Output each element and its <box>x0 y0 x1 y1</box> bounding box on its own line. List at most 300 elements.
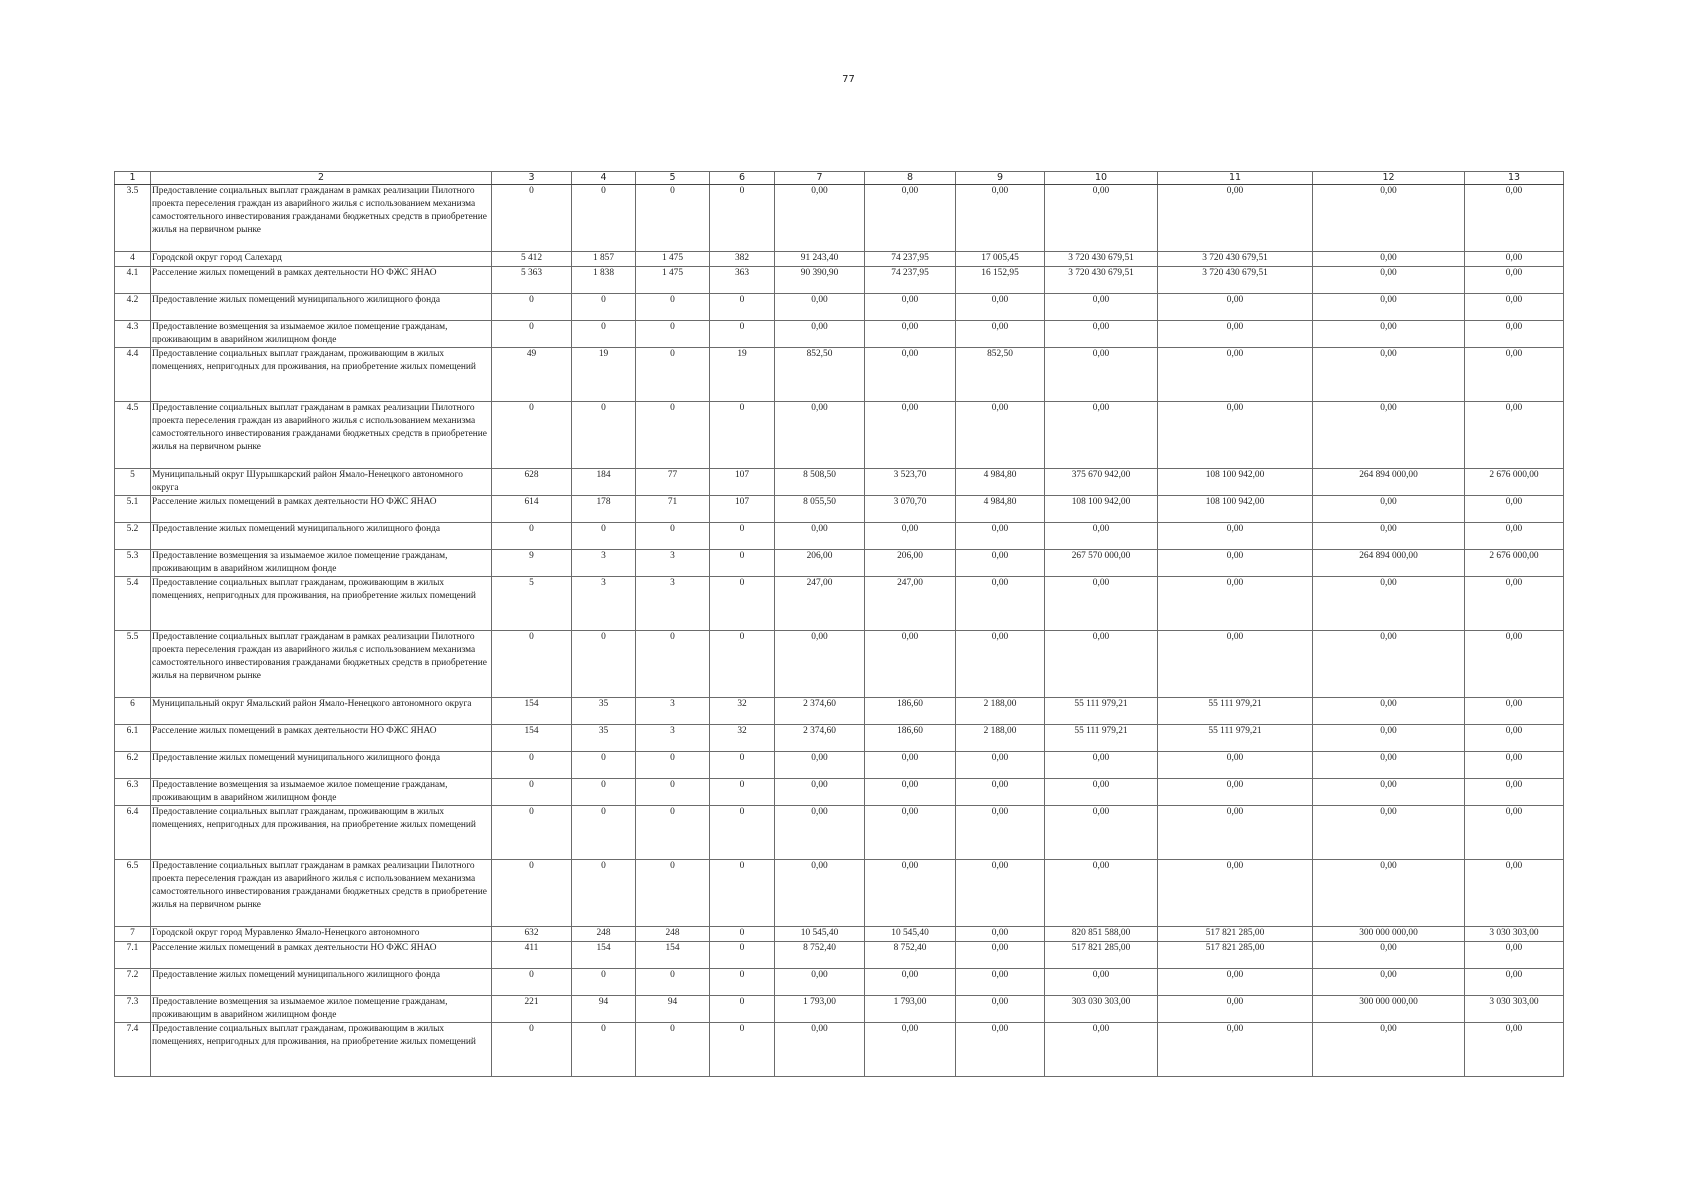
value-cell: 17 005,45 <box>956 252 1045 267</box>
value-cell: 0,00 <box>775 185 865 252</box>
value-cell: 0,00 <box>1313 752 1465 779</box>
value-cell: 0,00 <box>1313 779 1465 806</box>
value-cell: 0 <box>636 294 710 321</box>
value-cell: 0,00 <box>1313 806 1465 860</box>
table-row <box>115 927 1564 942</box>
value-cell: 0 <box>636 806 710 860</box>
value-cell: 0 <box>572 523 636 550</box>
value-cell: 1 793,00 <box>865 996 956 1023</box>
value-cell: 852,50 <box>956 348 1045 402</box>
value-cell: 517 821 285,00 <box>1158 927 1313 942</box>
value-cell: 0 <box>492 523 572 550</box>
value-cell: 3 <box>636 550 710 577</box>
value-cell: 0,00 <box>1465 969 1564 996</box>
value-cell: 3 720 430 679,51 <box>1045 267 1158 294</box>
value-cell: 300 000 000,00 <box>1313 927 1465 942</box>
value-cell: 3 <box>636 698 710 725</box>
row-name-cell: Предоставление социальных выплат гражданам, проживающим в жилых помещениях, непригодных для проживания, на приобретение жилых помещений <box>151 806 492 860</box>
value-cell: 8 508,50 <box>775 469 865 496</box>
row-name-cell: Предоставление социальных выплат гражданам, проживающим в жилых помещениях, непригодных для проживания, на приобретение жилых помещений <box>151 1023 492 1077</box>
row-number-cell: 4 <box>115 252 151 267</box>
value-cell: 0 <box>572 185 636 252</box>
value-cell: 0 <box>710 577 775 631</box>
row-name-cell: Предоставление возмещения за изымаемое жилое помещение гражданам, проживающим в аварийном жилищном фонде <box>151 779 492 806</box>
column-header: 13 <box>1465 172 1564 185</box>
value-cell: 5 363 <box>492 267 572 294</box>
value-cell: 0 <box>492 321 572 348</box>
row-number-cell: 5.5 <box>115 631 151 698</box>
value-cell: 10 545,40 <box>775 927 865 942</box>
value-cell: 0,00 <box>865 752 956 779</box>
row-number-cell: 7 <box>115 927 151 942</box>
value-cell: 0 <box>710 996 775 1023</box>
row-number-cell: 7.2 <box>115 969 151 996</box>
column-header: 11 <box>1158 172 1313 185</box>
value-cell: 0,00 <box>956 294 1045 321</box>
value-cell: 0 <box>710 523 775 550</box>
value-cell: 0,00 <box>956 942 1045 969</box>
value-cell: 0,00 <box>775 779 865 806</box>
value-cell: 19 <box>572 348 636 402</box>
row-number-cell: 5.1 <box>115 496 151 523</box>
value-cell: 0,00 <box>865 806 956 860</box>
value-cell: 0,00 <box>1465 402 1564 469</box>
value-cell: 375 670 942,00 <box>1045 469 1158 496</box>
value-cell: 852,50 <box>775 348 865 402</box>
value-cell: 0 <box>636 321 710 348</box>
table-row <box>115 523 1564 550</box>
value-cell: 0 <box>710 806 775 860</box>
row-name-cell: Городской округ город Муравленко Ямало-Ненецкого автономного <box>151 927 492 942</box>
value-cell: 0,00 <box>1465 942 1564 969</box>
row-name-cell: Городской округ город Салехард <box>151 252 492 267</box>
table-header-row <box>115 172 1564 185</box>
row-number-cell: 6.2 <box>115 752 151 779</box>
value-cell: 3 <box>636 577 710 631</box>
table-row <box>115 577 1564 631</box>
table-row <box>115 185 1564 252</box>
value-cell: 0,00 <box>1465 806 1564 860</box>
value-cell: 0 <box>572 402 636 469</box>
row-number-cell: 6.5 <box>115 860 151 927</box>
value-cell: 0,00 <box>775 860 865 927</box>
value-cell: 0,00 <box>1158 550 1313 577</box>
value-cell: 8 752,40 <box>775 942 865 969</box>
value-cell: 0 <box>492 631 572 698</box>
value-cell: 55 111 979,21 <box>1158 698 1313 725</box>
value-cell: 0,00 <box>1158 631 1313 698</box>
value-cell: 0,00 <box>865 321 956 348</box>
row-number-cell: 5.3 <box>115 550 151 577</box>
value-cell: 0,00 <box>1465 294 1564 321</box>
row-number-cell: 4.4 <box>115 348 151 402</box>
table-row <box>115 402 1564 469</box>
column-header: 10 <box>1045 172 1158 185</box>
value-cell: 4 984,80 <box>956 469 1045 496</box>
value-cell: 0,00 <box>1158 348 1313 402</box>
value-cell: 2 188,00 <box>956 698 1045 725</box>
value-cell: 71 <box>636 496 710 523</box>
value-cell: 0,00 <box>956 550 1045 577</box>
value-cell: 0,00 <box>1465 1023 1564 1077</box>
value-cell: 0,00 <box>1045 806 1158 860</box>
value-cell: 1 857 <box>572 252 636 267</box>
value-cell: 0 <box>492 806 572 860</box>
value-cell: 0,00 <box>1465 321 1564 348</box>
value-cell: 0 <box>572 969 636 996</box>
row-number-cell: 4.3 <box>115 321 151 348</box>
value-cell: 247,00 <box>775 577 865 631</box>
value-cell: 0 <box>710 860 775 927</box>
value-cell: 0,00 <box>775 1023 865 1077</box>
table-row <box>115 631 1564 698</box>
value-cell: 264 894 000,00 <box>1313 469 1465 496</box>
value-cell: 0,00 <box>1313 698 1465 725</box>
value-cell: 0,00 <box>1158 321 1313 348</box>
value-cell: 9 <box>492 550 572 577</box>
value-cell: 0,00 <box>956 402 1045 469</box>
value-cell: 0,00 <box>1045 631 1158 698</box>
value-cell: 3 070,70 <box>865 496 956 523</box>
value-cell: 184 <box>572 469 636 496</box>
table-row <box>115 806 1564 860</box>
value-cell: 0,00 <box>1158 996 1313 1023</box>
value-cell: 0,00 <box>956 577 1045 631</box>
value-cell: 0 <box>572 752 636 779</box>
value-cell: 0,00 <box>956 927 1045 942</box>
row-name-cell: Предоставление социальных выплат гражданам в рамках реализации Пилотного проекта переселения граждан из аварийного жилья с использованием механизма самостоятельного инвестирования гражданами бюджетных средств в приобретение жилья на первичном рынке <box>151 402 492 469</box>
value-cell: 0,00 <box>1045 577 1158 631</box>
value-cell: 0,00 <box>1313 523 1465 550</box>
value-cell: 2 188,00 <box>956 725 1045 752</box>
value-cell: 382 <box>710 252 775 267</box>
value-cell: 0,00 <box>956 1023 1045 1077</box>
value-cell: 0,00 <box>865 348 956 402</box>
column-header: 12 <box>1313 172 1465 185</box>
value-cell: 154 <box>636 942 710 969</box>
value-cell: 0 <box>710 185 775 252</box>
value-cell: 0 <box>572 779 636 806</box>
value-cell: 1 475 <box>636 267 710 294</box>
value-cell: 300 000 000,00 <box>1313 996 1465 1023</box>
row-number-cell: 6 <box>115 698 151 725</box>
value-cell: 1 793,00 <box>775 996 865 1023</box>
value-cell: 517 821 285,00 <box>1045 942 1158 969</box>
value-cell: 3 720 430 679,51 <box>1158 252 1313 267</box>
table-row <box>115 996 1564 1023</box>
value-cell: 0,00 <box>1045 321 1158 348</box>
value-cell: 0,00 <box>1465 252 1564 267</box>
value-cell: 0 <box>492 294 572 321</box>
value-cell: 154 <box>492 698 572 725</box>
value-cell: 0 <box>492 752 572 779</box>
table-row <box>115 469 1564 496</box>
table-row <box>115 496 1564 523</box>
value-cell: 0,00 <box>1465 185 1564 252</box>
value-cell: 363 <box>710 267 775 294</box>
value-cell: 0 <box>710 779 775 806</box>
column-header: 7 <box>775 172 865 185</box>
value-cell: 91 243,40 <box>775 252 865 267</box>
value-cell: 3 030 303,00 <box>1465 927 1564 942</box>
value-cell: 0,00 <box>775 523 865 550</box>
value-cell: 3 720 430 679,51 <box>1045 252 1158 267</box>
value-cell: 0,00 <box>956 969 1045 996</box>
value-cell: 0,00 <box>1465 631 1564 698</box>
value-cell: 0 <box>572 1023 636 1077</box>
value-cell: 0,00 <box>865 969 956 996</box>
value-cell: 0,00 <box>775 402 865 469</box>
value-cell: 0 <box>636 860 710 927</box>
column-header: 3 <box>492 172 572 185</box>
value-cell: 108 100 942,00 <box>1158 469 1313 496</box>
value-cell: 206,00 <box>775 550 865 577</box>
value-cell: 55 111 979,21 <box>1045 725 1158 752</box>
column-header: 9 <box>956 172 1045 185</box>
value-cell: 0,00 <box>1045 860 1158 927</box>
value-cell: 206,00 <box>865 550 956 577</box>
value-cell: 0 <box>572 294 636 321</box>
row-name-cell: Расселение жилых помещений в рамках деятельности НО ФЖС ЯНАО <box>151 942 492 969</box>
value-cell: 517 821 285,00 <box>1158 942 1313 969</box>
value-cell: 0,00 <box>1313 321 1465 348</box>
value-cell: 0,00 <box>1313 267 1465 294</box>
value-cell: 411 <box>492 942 572 969</box>
value-cell: 0,00 <box>1465 698 1564 725</box>
value-cell: 0,00 <box>1158 402 1313 469</box>
row-number-cell: 4.1 <box>115 267 151 294</box>
value-cell: 0,00 <box>1313 252 1465 267</box>
value-cell: 0 <box>710 321 775 348</box>
value-cell: 820 851 588,00 <box>1045 927 1158 942</box>
value-cell: 303 030 303,00 <box>1045 996 1158 1023</box>
value-cell: 0,00 <box>865 860 956 927</box>
value-cell: 1 838 <box>572 267 636 294</box>
value-cell: 0,00 <box>1465 577 1564 631</box>
column-header: 6 <box>710 172 775 185</box>
value-cell: 247,00 <box>865 577 956 631</box>
value-cell: 90 390,90 <box>775 267 865 294</box>
value-cell: 32 <box>710 698 775 725</box>
value-cell: 154 <box>492 725 572 752</box>
table-row <box>115 252 1564 267</box>
value-cell: 186,60 <box>865 725 956 752</box>
row-number-cell: 5.2 <box>115 523 151 550</box>
value-cell: 108 100 942,00 <box>1158 496 1313 523</box>
value-cell: 0,00 <box>956 996 1045 1023</box>
value-cell: 0,00 <box>1045 402 1158 469</box>
table-row <box>115 348 1564 402</box>
value-cell: 154 <box>572 942 636 969</box>
value-cell: 0,00 <box>1465 860 1564 927</box>
row-name-cell: Предоставление жилых помещений муниципального жилищного фонда <box>151 294 492 321</box>
row-name-cell: Предоставление социальных выплат гражданам в рамках реализации Пилотного проекта переселения граждан из аварийного жилья с использованием механизма самостоятельного инвестирования гражданами бюджетных средств в приобретение жилья на первичном рынке <box>151 860 492 927</box>
value-cell: 74 237,95 <box>865 252 956 267</box>
value-cell: 0,00 <box>1313 348 1465 402</box>
row-name-cell: Предоставление возмещения за изымаемое жилое помещение гражданам, проживающим в аварийном жилищном фонде <box>151 996 492 1023</box>
value-cell: 0,00 <box>1158 969 1313 996</box>
row-number-cell: 7.4 <box>115 1023 151 1077</box>
value-cell: 4 984,80 <box>956 496 1045 523</box>
row-name-cell: Расселение жилых помещений в рамках деятельности НО ФЖС ЯНАО <box>151 496 492 523</box>
value-cell: 0,00 <box>1158 806 1313 860</box>
row-name-cell: Предоставление возмещения за изымаемое жилое помещение гражданам, проживающим в аварийном жилищном фонде <box>151 321 492 348</box>
value-cell: 3 <box>572 577 636 631</box>
value-cell: 0,00 <box>956 806 1045 860</box>
value-cell: 0 <box>492 402 572 469</box>
value-cell: 8 055,50 <box>775 496 865 523</box>
value-cell: 0,00 <box>1313 185 1465 252</box>
value-cell: 0 <box>572 860 636 927</box>
row-name-cell: Предоставление социальных выплат гражданам, проживающим в жилых помещениях, непригодных для проживания, на приобретение жилых помещений <box>151 348 492 402</box>
row-number-cell: 4.2 <box>115 294 151 321</box>
table-row <box>115 969 1564 996</box>
value-cell: 0 <box>636 969 710 996</box>
row-name-cell: Предоставление социальных выплат гражданам в рамках реализации Пилотного проекта переселения граждан из аварийного жилья с использованием механизма самостоятельного инвестирования гражданами бюджетных средств в приобретение жилья на первичном рынке <box>151 185 492 252</box>
value-cell: 0,00 <box>865 1023 956 1077</box>
value-cell: 49 <box>492 348 572 402</box>
value-cell: 0,00 <box>1045 752 1158 779</box>
value-cell: 0,00 <box>865 294 956 321</box>
value-cell: 3 523,70 <box>865 469 956 496</box>
value-cell: 0 <box>492 185 572 252</box>
value-cell: 0,00 <box>865 779 956 806</box>
row-number-cell: 5 <box>115 469 151 496</box>
value-cell: 0,00 <box>1045 294 1158 321</box>
value-cell: 107 <box>710 496 775 523</box>
table-row <box>115 267 1564 294</box>
value-cell: 0,00 <box>1313 942 1465 969</box>
value-cell: 0,00 <box>1313 860 1465 927</box>
value-cell: 0,00 <box>1313 294 1465 321</box>
value-cell: 0 <box>636 779 710 806</box>
value-cell: 0,00 <box>775 294 865 321</box>
row-name-cell: Расселение жилых помещений в рамках деятельности НО ФЖС ЯНАО <box>151 267 492 294</box>
row-name-cell: Муниципальный округ Ямальский район Ямало-Ненецкого автономного округа <box>151 698 492 725</box>
table-row <box>115 779 1564 806</box>
value-cell: 0,00 <box>1465 496 1564 523</box>
value-cell: 0,00 <box>1313 496 1465 523</box>
value-cell: 221 <box>492 996 572 1023</box>
value-cell: 0,00 <box>1045 348 1158 402</box>
row-name-cell: Предоставление социальных выплат гражданам в рамках реализации Пилотного проекта переселения граждан из аварийного жилья с использованием механизма самостоятельного инвестирования гражданами бюджетных средств в приобретение жилья на первичном рынке <box>151 631 492 698</box>
row-name-cell: Предоставление социальных выплат гражданам, проживающим в жилых помещениях, непригодных для проживания, на приобретение жилых помещений <box>151 577 492 631</box>
value-cell: 248 <box>636 927 710 942</box>
value-cell: 0 <box>710 927 775 942</box>
value-cell: 3 <box>636 725 710 752</box>
value-cell: 0 <box>572 321 636 348</box>
value-cell: 0,00 <box>865 402 956 469</box>
value-cell: 19 <box>710 348 775 402</box>
value-cell: 2 676 000,00 <box>1465 550 1564 577</box>
value-cell: 0 <box>492 779 572 806</box>
row-name-cell: Муниципальный округ Шурышкарский район Ямало-Ненецкого автономного округа <box>151 469 492 496</box>
value-cell: 0,00 <box>1158 860 1313 927</box>
value-cell: 0,00 <box>1158 185 1313 252</box>
table-body <box>115 172 1564 1077</box>
value-cell: 55 111 979,21 <box>1045 698 1158 725</box>
value-cell: 0,00 <box>1158 752 1313 779</box>
value-cell: 0 <box>636 348 710 402</box>
value-cell: 0 <box>636 752 710 779</box>
table-row <box>115 860 1564 927</box>
value-cell: 628 <box>492 469 572 496</box>
row-name-cell: Предоставление возмещения за изымаемое жилое помещение гражданам, проживающим в аварийном жилищном фонде <box>151 550 492 577</box>
value-cell: 0 <box>710 942 775 969</box>
value-cell: 3 720 430 679,51 <box>1158 267 1313 294</box>
value-cell: 0 <box>636 631 710 698</box>
value-cell: 0,00 <box>1158 523 1313 550</box>
value-cell: 0 <box>636 185 710 252</box>
value-cell: 0 <box>710 969 775 996</box>
value-cell: 0 <box>636 402 710 469</box>
value-cell: 1 475 <box>636 252 710 267</box>
value-cell: 0 <box>492 969 572 996</box>
value-cell: 0,00 <box>956 779 1045 806</box>
value-cell: 0,00 <box>775 806 865 860</box>
table-row <box>115 1023 1564 1077</box>
value-cell: 0,00 <box>956 752 1045 779</box>
row-number-cell: 4.5 <box>115 402 151 469</box>
value-cell: 264 894 000,00 <box>1313 550 1465 577</box>
value-cell: 0 <box>710 1023 775 1077</box>
value-cell: 94 <box>636 996 710 1023</box>
row-number-cell: 6.1 <box>115 725 151 752</box>
value-cell: 0,00 <box>775 321 865 348</box>
value-cell: 0,00 <box>956 631 1045 698</box>
row-number-cell: 7.3 <box>115 996 151 1023</box>
value-cell: 0,00 <box>1045 779 1158 806</box>
value-cell: 3 <box>572 550 636 577</box>
row-number-cell: 3.5 <box>115 185 151 252</box>
row-number-cell: 6.4 <box>115 806 151 860</box>
row-name-cell: Предоставление жилых помещений муниципального жилищного фонда <box>151 523 492 550</box>
row-number-cell: 7.1 <box>115 942 151 969</box>
row-name-cell: Предоставление жилых помещений муниципального жилищного фонда <box>151 969 492 996</box>
value-cell: 632 <box>492 927 572 942</box>
table-row <box>115 942 1564 969</box>
value-cell: 16 152,95 <box>956 267 1045 294</box>
value-cell: 0 <box>710 294 775 321</box>
table-row <box>115 725 1564 752</box>
page-number: 77 <box>842 74 855 85</box>
value-cell: 0,00 <box>1313 631 1465 698</box>
table-row <box>115 294 1564 321</box>
value-cell: 0,00 <box>1465 779 1564 806</box>
value-cell: 0,00 <box>1045 185 1158 252</box>
value-cell: 0 <box>710 752 775 779</box>
value-cell: 0 <box>710 550 775 577</box>
value-cell: 0 <box>710 402 775 469</box>
value-cell: 32 <box>710 725 775 752</box>
value-cell: 0 <box>636 1023 710 1077</box>
value-cell: 0 <box>636 523 710 550</box>
value-cell: 0,00 <box>1313 725 1465 752</box>
column-header: 2 <box>151 172 492 185</box>
value-cell: 0,00 <box>956 185 1045 252</box>
row-number-cell: 5.4 <box>115 577 151 631</box>
value-cell: 0,00 <box>1158 577 1313 631</box>
value-cell: 0,00 <box>865 523 956 550</box>
column-header: 4 <box>572 172 636 185</box>
value-cell: 0,00 <box>865 631 956 698</box>
value-cell: 0,00 <box>1465 725 1564 752</box>
table-row <box>115 698 1564 725</box>
value-cell: 55 111 979,21 <box>1158 725 1313 752</box>
value-cell: 94 <box>572 996 636 1023</box>
value-cell: 0,00 <box>1313 1023 1465 1077</box>
value-cell: 5 412 <box>492 252 572 267</box>
